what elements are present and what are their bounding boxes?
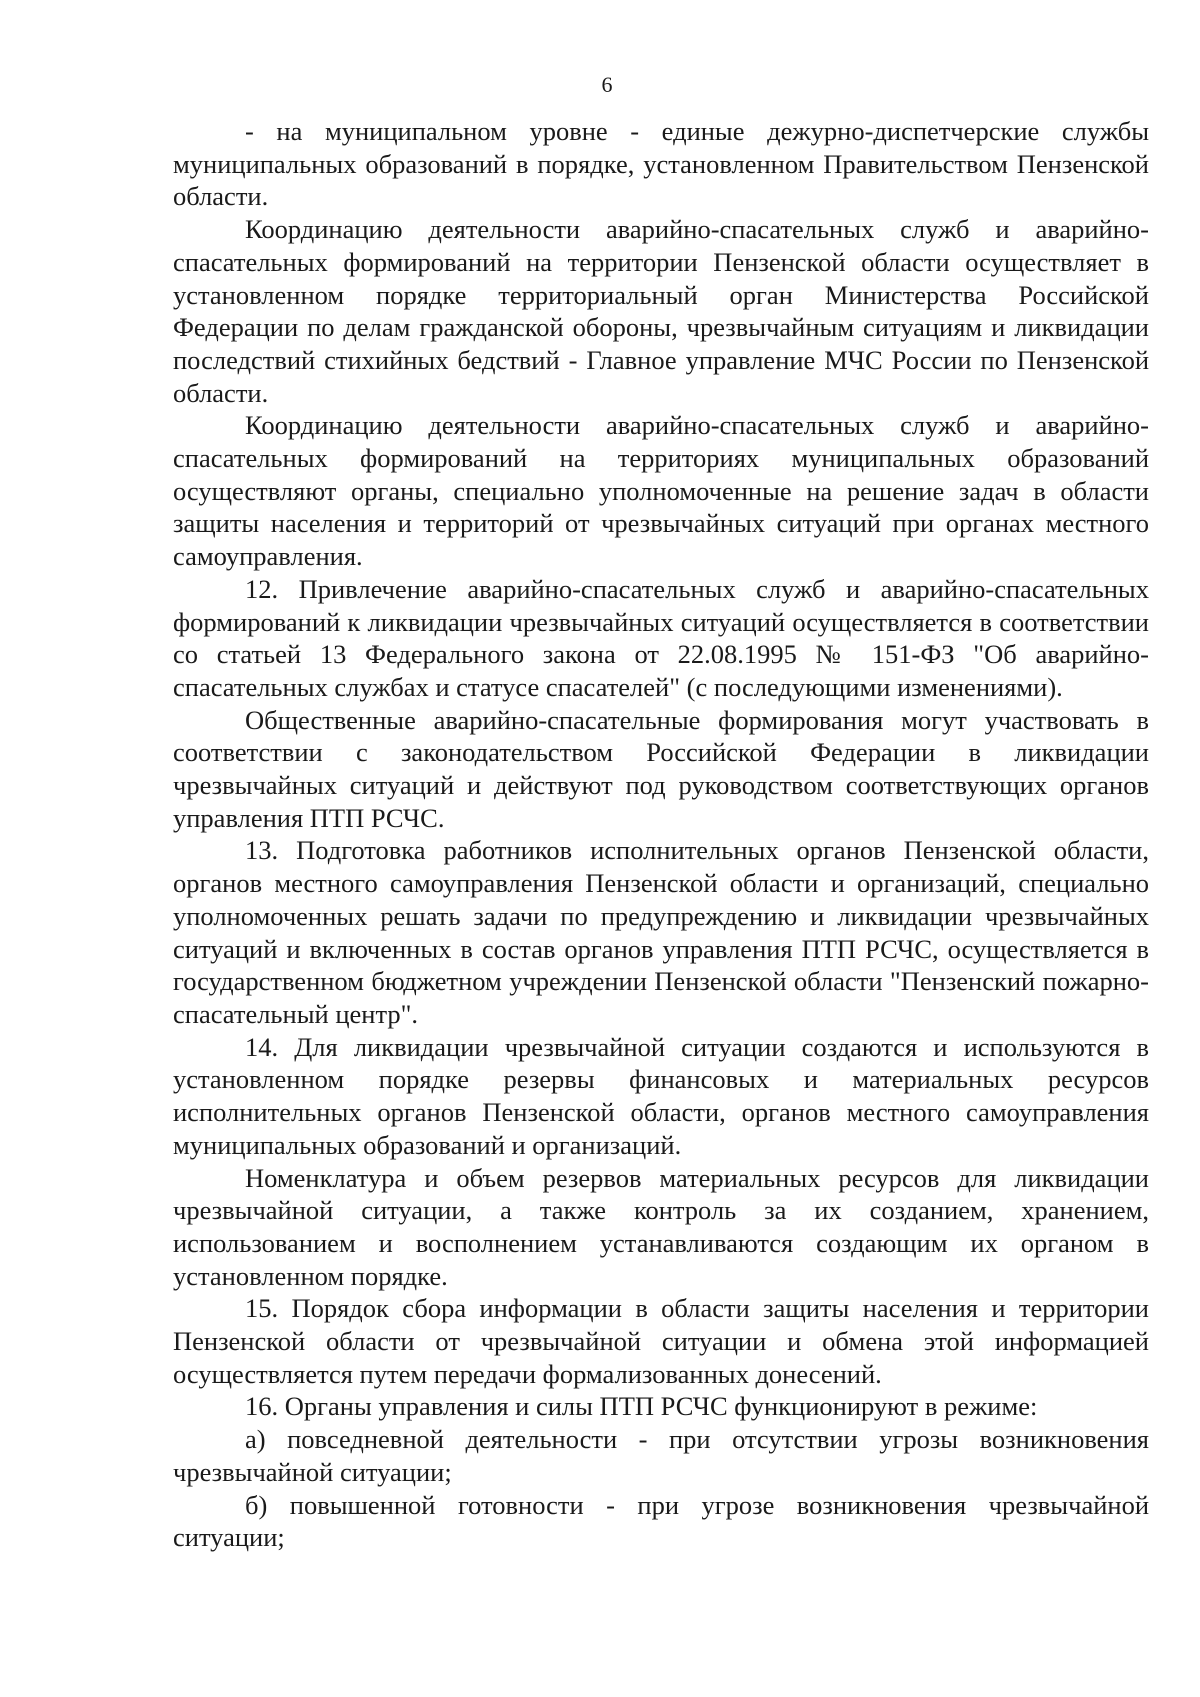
paragraph-mode-a: а) повседневной деятельности - при отсутствии угрозы возникновения чрезвычайной ситуации; (173, 1424, 1149, 1487)
paragraph-public-formations: Общественные аварийно-спасательные формирования могут участвовать в соответствии с законодательством Российской Федерации в ликвидации чрезвычайных ситуаций и действуют под руководством соответствующих органов управления ПТП РСЧС. (173, 704, 1149, 833)
paragraph-coordination-regional: Координацию деятельности аварийно-спасательных служб и аварийно-спасательных формирований на территории Пензенской области осуществляет в установленном порядке территориальный орган Министерства Российской Федерации по делам гражданской обороны, чрезвычайным ситуациям и ликвидации последствий стихийных бедствий - Главное управление МЧС России по Пензенской области. (173, 214, 1149, 408)
paragraph-item-15: 15. Порядок сбора информации в области защиты населения и территории Пензенской области от чрезвычайной ситуации и обмена этой информацией осуществляется путем передачи формализованных донесений. (173, 1293, 1149, 1389)
paragraph-mode-b: б) повышенной готовности - при угрозе возникновения чрезвычайной ситуации; (173, 1489, 1149, 1553)
paragraph-coordination-municipal: Координацию деятельности аварийно-спасательных служб и аварийно-спасательных формирований на территориях муниципальных образований осуществляют органы, специально уполномоченные на решение задач в области защиты населения и территорий от чрезвычайных ситуаций при органах местного самоуправления. (173, 410, 1149, 572)
paragraph-item-12: 12. Привлечение аварийно-спасательных служб и аварийно-спасательных формирований к ликвидации чрезвычайных ситуаций осуществляется в соответствии со статьей 13 Федерального закона от 22.08.1995 № 151-ФЗ "Об аварийно-спасательных службах и статусе спасателей" (с последующими изменениями). (173, 573, 1149, 702)
page-number: 6 (601, 72, 613, 97)
paragraph-municipal-level: - на муниципальном уровне - единые дежурно-диспетчерские службы муниципальных образований в порядке, установленном Правительством Пензенской области. (173, 116, 1149, 212)
document-body (173, 115, 1149, 1554)
paragraph-item-13: 13. Подготовка работников исполнительных органов Пензенской области, органов местного самоуправления Пензенской области и организаций, специально уполномоченных решать задачи по предупреждению и ликвидации чрезвычайных ситуаций и включенных в состав органов управления ПТП РСЧС, осуществляется в государственном бюджетном учреждении Пензенской области "Пензенский пожарно-спасательный центр". (173, 835, 1149, 1029)
paragraph-reserves-nomenclature: Номенклатура и объем резервов материальных ресурсов для ликвидации чрезвычайной ситуации, а также контроль за их созданием, хранением, использованием и восполнением устанавливаются создающим их органом в установленном порядке. (173, 1162, 1149, 1291)
paragraph-item-16: 16. Органы управления и силы ПТП РСЧС функционируют в режиме: (245, 1391, 1038, 1422)
paragraph-item-14: 14. Для ликвидации чрезвычайной ситуации создаются и используются в установленном порядке резервы финансовых и материальных ресурсов исполнительных органов Пензенской области, органов местного самоуправления муниципальных образований и организаций. (173, 1031, 1149, 1160)
